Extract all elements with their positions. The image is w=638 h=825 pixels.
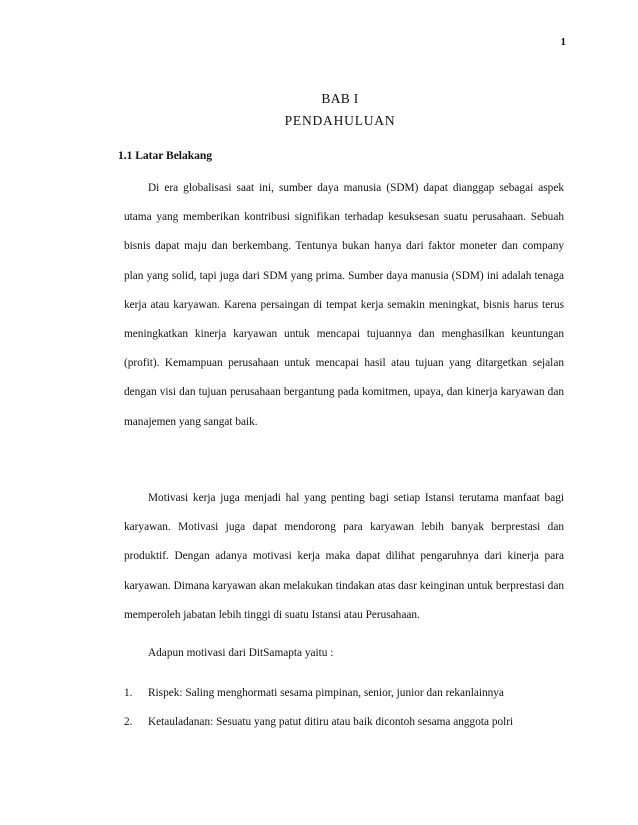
paragraph-1: Di era globalisasi saat ini, sumber daya manusia (SDM) dapat dianggap sebagai aspek utama yang memberikan kontribusi signifikan terhadap kesuksesan suatu perusahaan. Sebuah bisnis dapat maju dan berkembang. Tentunya bukan hanya dari faktor moneter dan company plan yang solid, tapi juga dari SDM yang prima. Sumber daya manusia (SDM) ini adalah tenaga kerja atau karyawan. Karena persaingan di tempat kerja semakin meningkat, bisnis harus terus meningkatkan kinerja karyawan untuk mencapai tujuannya dan menghasilkan keuntungan (profit). Kemampuan perusahaan untuk mencapai hasil atau tujuan yang ditargetkan sejalan dengan visi dan tujuan perusahaan bergantung pada komitmen, upaya, dan kinerja karyawan dan manajemen yang sangat baik. (124, 182, 564, 428)
list-item (124, 687, 564, 717)
list-item (124, 716, 564, 746)
paragraph-2: Motivasi kerja juga menjadi hal yang penting bagi setiap Istansi terutama manfaat bagi karyawan. Motivasi juga dapat mendorong para karyawan lebih banyak berprestasi dan produktif. Dengan adanya motivasi kerja maka dapat dilihat pengaruhnya dari kinerja para karyawan. Dimana karyawan akan melakukan tindakan atas dasr keinginan untuk berprestasi dan memperoleh jabatan lebih tinggi di suatu Istansi atau Perusahaan. (124, 492, 564, 621)
list-number: 2. (124, 716, 133, 728)
chapter-heading (0, 88, 638, 132)
list-text: Rispek: Saling menghormati sesama pimpinan, senior, junior dan rekanlainnya (148, 687, 504, 699)
motivation-list-item-1 (124, 687, 564, 717)
section-heading: 1.1 Latar Belakang (118, 150, 213, 162)
motivation-list-item-2 (124, 716, 564, 746)
list-text: Ketauladanan: Sesuatu yang patut ditiru atau baik dicontoh sesama anggota polri (148, 716, 514, 728)
chapter-label: BAB I (321, 91, 359, 106)
list-number: 1. (124, 687, 133, 699)
paragraph-3: Adapun motivasi dari DitSamapta yaitu : (148, 647, 334, 659)
page-number: 1 (560, 36, 566, 48)
chapter-title: PENDAHULUAN (284, 113, 396, 128)
